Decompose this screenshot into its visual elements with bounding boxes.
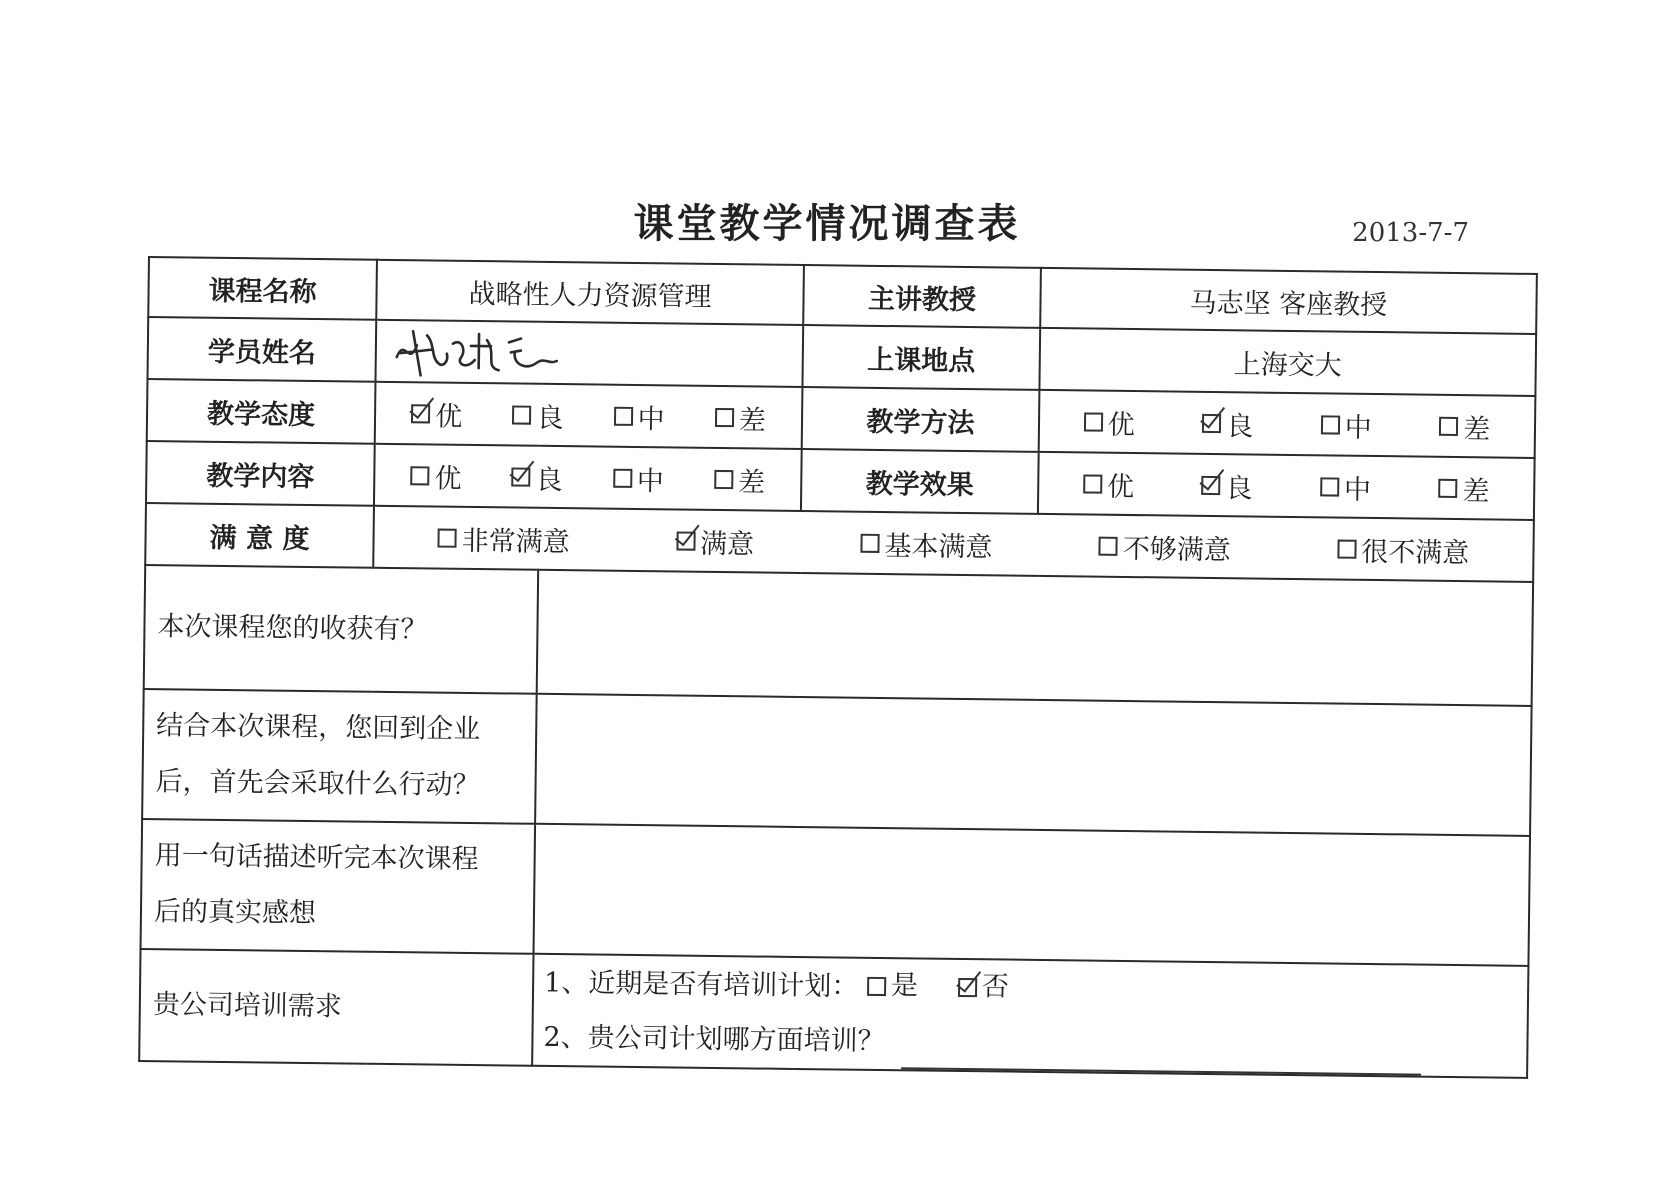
method-options — [1039, 390, 1536, 458]
attitude-option-2[interactable] — [613, 396, 664, 436]
question-gains: 本次课程您的收获有？ — [144, 565, 538, 694]
option-label: 优 — [1106, 471, 1135, 503]
checkbox-icon[interactable] — [1438, 478, 1457, 497]
option-label: 很不满意 — [1361, 536, 1470, 569]
method-option-3[interactable] — [1439, 406, 1490, 446]
option-label: 良 — [536, 402, 564, 434]
question-feeling — [141, 819, 536, 954]
effect-option-2[interactable] — [1320, 467, 1371, 507]
label-course-name: 课程名称 — [148, 257, 377, 320]
answer-gains[interactable] — [537, 570, 1533, 706]
effect-option-1[interactable] — [1201, 465, 1252, 505]
attitude-option-3[interactable] — [715, 397, 766, 437]
method-option-0[interactable] — [1084, 402, 1135, 442]
training-area-blank[interactable] — [901, 1045, 1421, 1075]
checkbox-icon[interactable] — [1320, 477, 1339, 496]
checkbox-icon[interactable] — [1083, 474, 1102, 493]
content-option-0[interactable] — [410, 456, 461, 496]
checkbox-icon[interactable] — [1321, 415, 1340, 434]
form-date: 2013-7-7 — [1352, 218, 1469, 248]
training-needs-answers — [532, 954, 1528, 1078]
option-label: 优 — [434, 401, 463, 433]
label-lecturer: 主讲教授 — [803, 265, 1041, 328]
attitude-option-0[interactable] — [411, 394, 462, 434]
label-location: 上课地点 — [802, 325, 1040, 390]
effect-option-3[interactable] — [1438, 468, 1489, 508]
satisfaction-option-2[interactable] — [860, 523, 992, 564]
row-training — [139, 949, 1528, 1078]
satisfaction-option-0[interactable] — [438, 518, 570, 559]
survey-form — [138, 256, 1536, 1093]
content-option-2[interactable] — [613, 458, 664, 498]
row-feeling — [141, 819, 1530, 966]
label-content: 教学内容 — [146, 441, 375, 506]
course-name-value: 战略性人力资源管理 — [376, 260, 804, 325]
option-label: 否 — [981, 971, 1010, 1003]
checked-checkbox-icon[interactable] — [1202, 413, 1221, 432]
checkbox-icon[interactable] — [714, 469, 733, 488]
training-plan-label: 1、近期是否有培训计划： — [543, 967, 859, 1003]
checkbox-icon[interactable] — [512, 405, 531, 424]
attitude-option-1[interactable] — [512, 395, 563, 435]
question-feeling-line2: 后的真实感想 — [153, 896, 317, 930]
checked-checkbox-icon[interactable] — [958, 978, 977, 997]
label-method: 教学方法 — [802, 387, 1040, 452]
question-action — [142, 689, 537, 824]
option-label: 中 — [1343, 474, 1372, 506]
option-label: 良 — [535, 464, 563, 496]
training-plan-option-0[interactable] — [867, 959, 919, 1014]
effect-options — [1038, 452, 1535, 520]
checkbox-icon[interactable] — [1099, 536, 1118, 555]
method-option-1[interactable] — [1202, 403, 1253, 443]
option-label: 差 — [737, 466, 766, 499]
option-label: 非常满意 — [461, 525, 570, 558]
training-plan-option-1[interactable] — [958, 960, 1010, 1015]
answer-action[interactable] — [535, 694, 1532, 836]
option-label: 良 — [1225, 472, 1253, 505]
checked-checkbox-icon[interactable] — [411, 404, 430, 423]
student-signature-cell — [375, 320, 803, 387]
answer-feeling[interactable] — [534, 824, 1531, 966]
option-label: 是 — [890, 970, 919, 1002]
option-label: 良 — [1226, 410, 1254, 443]
option-label: 差 — [738, 404, 767, 437]
option-label: 中 — [1344, 412, 1372, 444]
checkbox-icon[interactable] — [438, 528, 457, 547]
question-feeling-line1: 用一句话描述听完本次课程 — [154, 840, 479, 876]
satisfaction-option-1[interactable] — [676, 521, 754, 561]
label-effect: 教学效果 — [801, 449, 1039, 514]
label-satisfaction: 满 意 度 — [145, 503, 374, 568]
checkbox-icon[interactable] — [860, 533, 879, 552]
option-label: 不够满意 — [1122, 533, 1232, 566]
option-label: 优 — [434, 463, 462, 495]
row-action — [142, 689, 1531, 836]
attitude-options — [375, 382, 803, 449]
question-training-needs: 贵公司培训需求 — [139, 949, 533, 1066]
question-action-line2: 后，首先会采取什么行动？ — [155, 766, 480, 802]
question-action-line1: 结合本次课程，您回到企业 — [156, 710, 481, 746]
training-area-question — [543, 1011, 1517, 1077]
checked-checkbox-icon[interactable] — [512, 467, 531, 486]
option-label: 中 — [636, 465, 665, 497]
option-label: 基本满意 — [884, 530, 993, 563]
option-label: 差 — [1463, 413, 1491, 445]
content-option-1[interactable] — [511, 457, 562, 497]
label-student-name: 学员姓名 — [147, 317, 376, 382]
option-label: 差 — [1462, 475, 1490, 507]
checkbox-icon[interactable] — [1439, 416, 1458, 435]
training-area-label: 2、贵公司计划哪方面培训？ — [543, 1021, 885, 1057]
lecturer-value: 马志坚 客座教授 — [1040, 268, 1537, 334]
content-options — [374, 444, 802, 511]
form-title: 课堂教学情况调查表 — [633, 201, 1021, 247]
checked-checkbox-icon[interactable] — [676, 531, 695, 550]
option-label: 优 — [1107, 409, 1135, 441]
checkbox-icon[interactable] — [613, 468, 632, 487]
method-option-2[interactable] — [1321, 405, 1372, 445]
label-attitude: 教学态度 — [147, 379, 376, 444]
checkbox-icon[interactable] — [715, 407, 734, 426]
checkbox-icon[interactable] — [410, 466, 429, 485]
location-value: 上海交大 — [1039, 328, 1536, 396]
option-label: 满意 — [699, 528, 755, 560]
checked-checkbox-icon[interactable] — [1201, 475, 1220, 494]
handwritten-signature — [387, 323, 568, 381]
checkbox-icon[interactable] — [1337, 539, 1356, 558]
row-gains — [144, 565, 1533, 706]
satisfaction-option-4[interactable] — [1337, 529, 1469, 570]
content-option-3[interactable] — [714, 459, 765, 499]
option-label: 中 — [637, 403, 665, 435]
checkbox-icon[interactable] — [614, 406, 633, 425]
checkbox-icon[interactable] — [867, 977, 886, 996]
effect-option-0[interactable] — [1083, 464, 1134, 504]
checkbox-icon[interactable] — [1084, 412, 1103, 431]
satisfaction-option-3[interactable] — [1099, 526, 1231, 567]
